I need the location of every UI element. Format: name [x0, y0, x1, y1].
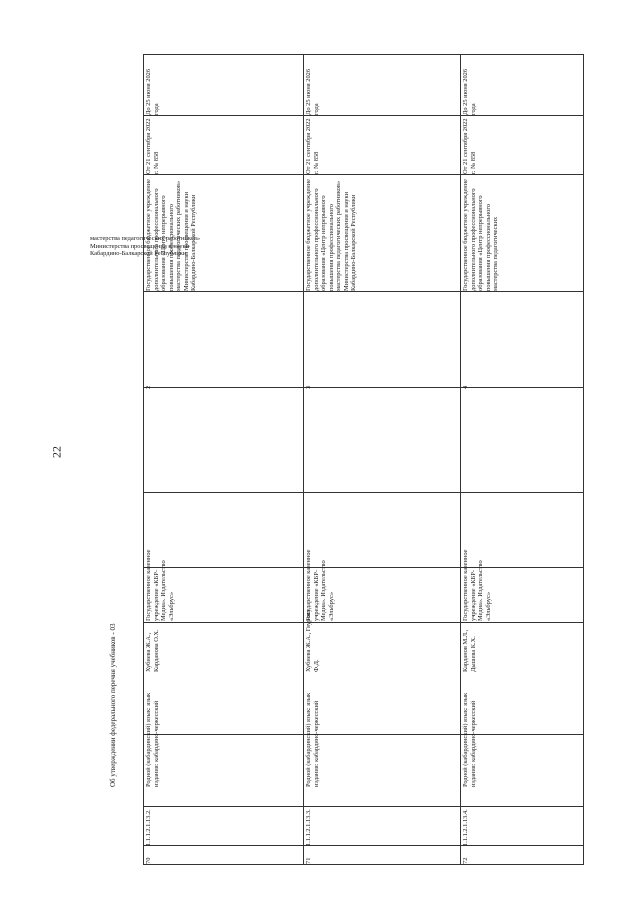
- row-71-order: От 21 сентября 2022 г. № 858: [305, 118, 320, 174]
- row-70-authors: Хубиева Ж.А., Карданова О.Х.: [145, 629, 160, 672]
- row-71-organization: Государственное бюджетное учреждение дополнительного профессионального образования «Центр непрерывного повышения профессионального мастерства педагогических работников» Министерства просвещения и науки Кабардино-Балкарской Республики: [305, 179, 357, 291]
- row-72-level: 4: [462, 385, 469, 389]
- row-71-number: 71: [305, 857, 312, 864]
- continued-organization-cell: мастерства педагогических работников» Министерства просвещения и науки Кабардино-Балкарской Республики: [90, 235, 201, 257]
- page-number: 22: [49, 446, 64, 458]
- textbook-table: [143, 54, 584, 864]
- row-70-code: 1.1.1.2.1.13.2.: [145, 809, 152, 846]
- row-71-publisher: Государственное казенное учреждение «КБР-Медиа». Издательство «Эльбрус»: [305, 549, 335, 621]
- row-71-code: 1.1.1.2.1.13.3.: [305, 809, 312, 846]
- row-72-order: От 21 сентября 2022 г. № 858: [462, 118, 477, 174]
- page-footer: Об утверждении федерального перечня учебников - 03: [109, 623, 117, 787]
- row-70-order: От 21 сентября 2022 г. № 858: [145, 118, 160, 174]
- row-71-level: 3: [305, 385, 312, 389]
- row-72-authors: Карданов М.Л., Дышева К.Х.: [462, 629, 477, 672]
- row-72-subject: Родной (кабардинский) язык: язык издания: кабардино-черкесский: [462, 692, 477, 787]
- row-70-subject: Родной (кабардинский) язык: язык издания: кабардино-черкесский: [145, 692, 160, 787]
- row-72-number: 72: [462, 857, 469, 864]
- row-72-organization: Государственное бюджетное учреждение дополнительного профессионального образования «Центр непрерывного повышения профессионального мастерства педагогических: [462, 179, 499, 291]
- row-70-organization: Государственное бюджетное учреждение дополнительного профессионального образования «Центр непрерывного повышения профессионального мастерства педагогических работников» Министерства просвещения и науки Кабардино-Балкарской Республики: [145, 179, 197, 291]
- row-71-subject: Родной (кабардинский) язык: язык издания: кабардино-черкесский: [305, 692, 320, 787]
- row-70-until: До 25 июня 2026 года: [145, 68, 160, 115]
- row-72-publisher: Государственное казенное учреждение «КБР-Медиа». Издательство «Эльбрус»: [462, 549, 492, 621]
- row-70-number: 70: [145, 857, 152, 864]
- row-71-authors: Хубиева Ж.А., Гяурова Ф.Д.: [305, 609, 320, 672]
- row-70-level: 2: [145, 385, 152, 389]
- row-71-until: До 25 июня 2026 года: [305, 68, 320, 115]
- row-70-publisher: Государственное казенное учреждение «КБР-Медиа». Издательство «Эльбрус»: [145, 549, 175, 621]
- row-72-until: До 25 июня 2026 года: [462, 68, 477, 115]
- row-72-code: 1.1.1.2.1.13.4.: [462, 809, 469, 846]
